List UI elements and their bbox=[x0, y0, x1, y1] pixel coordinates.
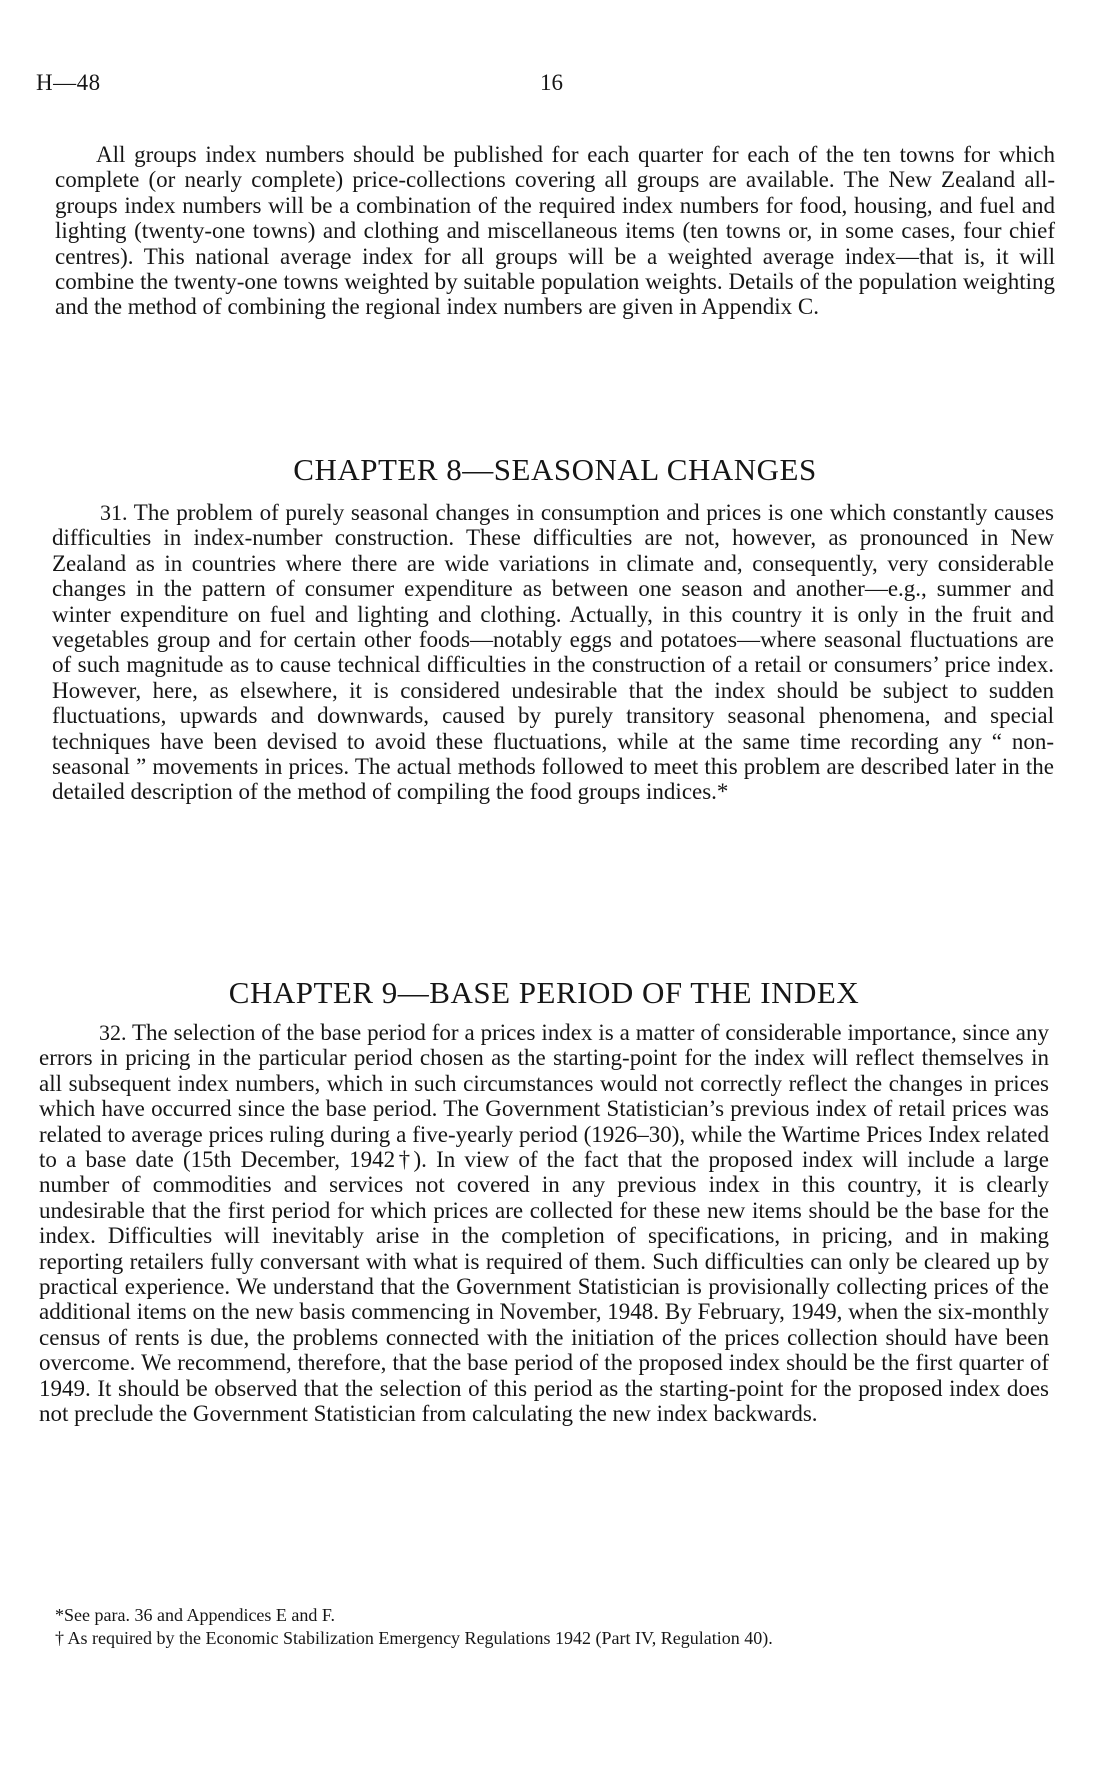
footnotes bbox=[55, 1604, 1055, 1650]
footnote-asterisk: *See para. 36 and Appendices E and F. bbox=[55, 1605, 335, 1625]
page-number: 16 bbox=[540, 70, 563, 95]
paragraph-30-continuation: All groups index numbers should be published for each quarter for each of the ten towns for which complete (or nearly complete) price-collections covering all groups are available. The New Zealand all-groups index numbers will be a combination of the required index numbers for food, housing, and fuel and lighting (twenty-one towns) and clothing and miscellaneous items (ten towns or, in some cases, four chief centres). This national average index for all groups will be a weighted average index—that is, it will combine the twenty-one towns weighted by suitable population weights. Details of the population weighting and the method of combining the regional index numbers are given in Appendix C. bbox=[55, 142, 1055, 320]
chapter-9-heading: CHAPTER 9—BASE PERIOD OF THE INDEX bbox=[228, 975, 860, 1010]
paragraph-number: 31. bbox=[100, 500, 128, 525]
paragraph-text: The problem of purely seasonal changes in consumption and prices is one which constantly causes difficulties in index-number construction. These difficulties are not, however, as pronounced in New Zealand as in countries where there are wide variations in climate and, consequently, very considerable changes in the pattern of consumer expenditure as between one season and another—e.g., summer and winter expenditure on fuel and lighting and clothing. Actually, in this country it is only in the fruit and vegetables group and for certain other foods—notably eggs and potatoes—where seasonal fluctuations are of such magnitude as to cause technical difficulties in the construction of a retail or consumers’ price index. However, here, as elsewhere, it is considered undesirable that the index should be subject to sudden fluctuations, upwards and downwards, caused by purely transitory seasonal phenomena, and special techniques have been devised to avoid these fluctuations, while at the same time recording any “ non-seasonal ” movements in prices. The actual methods followed to meet this problem are described later in the detailed description of the method of compiling the food groups indices.* bbox=[52, 500, 1054, 805]
paragraph-text: The selection of the base period for a prices index is a matter of considerable importance, since any errors in pricing in the particular period chosen as the starting-point for the index will reflect themselves in all subsequent index numbers, which in such circumstances would not correctly reflect the changes in prices which have occurred since the base period. The Government Statistician’s previous index of retail prices was related to average prices ruling during a five-yearly period (1926–30), while the Wartime Prices Index related to a base date (15th December, 1942†). In view of the fact that the proposed index will include a large number of commodities and services not covered in any previous index in this country, it is clearly undesirable that the first period for which prices are collected for these new items should be the base for the index. Difficulties will inevitably arise in the completion of specifications, in pricing, and in making reporting retailers fully conversant with what is required of them. Such difficulties can only be cleared up by practical experience. We understand that the Government Statistician is provisionally collecting prices of the additional items on the new basis commencing in November, 1948. By February, 1949, when the six-monthly census of rents is due, the problems connected with the initiation of the prices collection should have been overcome. We recommend, therefore, that the base period of the proposed index should be the first quarter of 1949. It should be observed that the selection of this period as the starting-point for the proposed index does not preclude the Government Statistician from calculating the new index backwards. bbox=[39, 1020, 1049, 1427]
paragraph-number: 32. bbox=[99, 1020, 127, 1045]
paragraph-32 bbox=[39, 1020, 1049, 1427]
footnote-dagger: † As required by the Economic Stabilization Emergency Regulations 1942 (Part IV, Regulation 40). bbox=[55, 1628, 773, 1648]
chapter-8-heading: CHAPTER 8—SEASONAL CHANGES bbox=[293, 452, 817, 487]
document-reference: H—48 bbox=[36, 70, 101, 95]
paragraph-31 bbox=[52, 500, 1054, 805]
